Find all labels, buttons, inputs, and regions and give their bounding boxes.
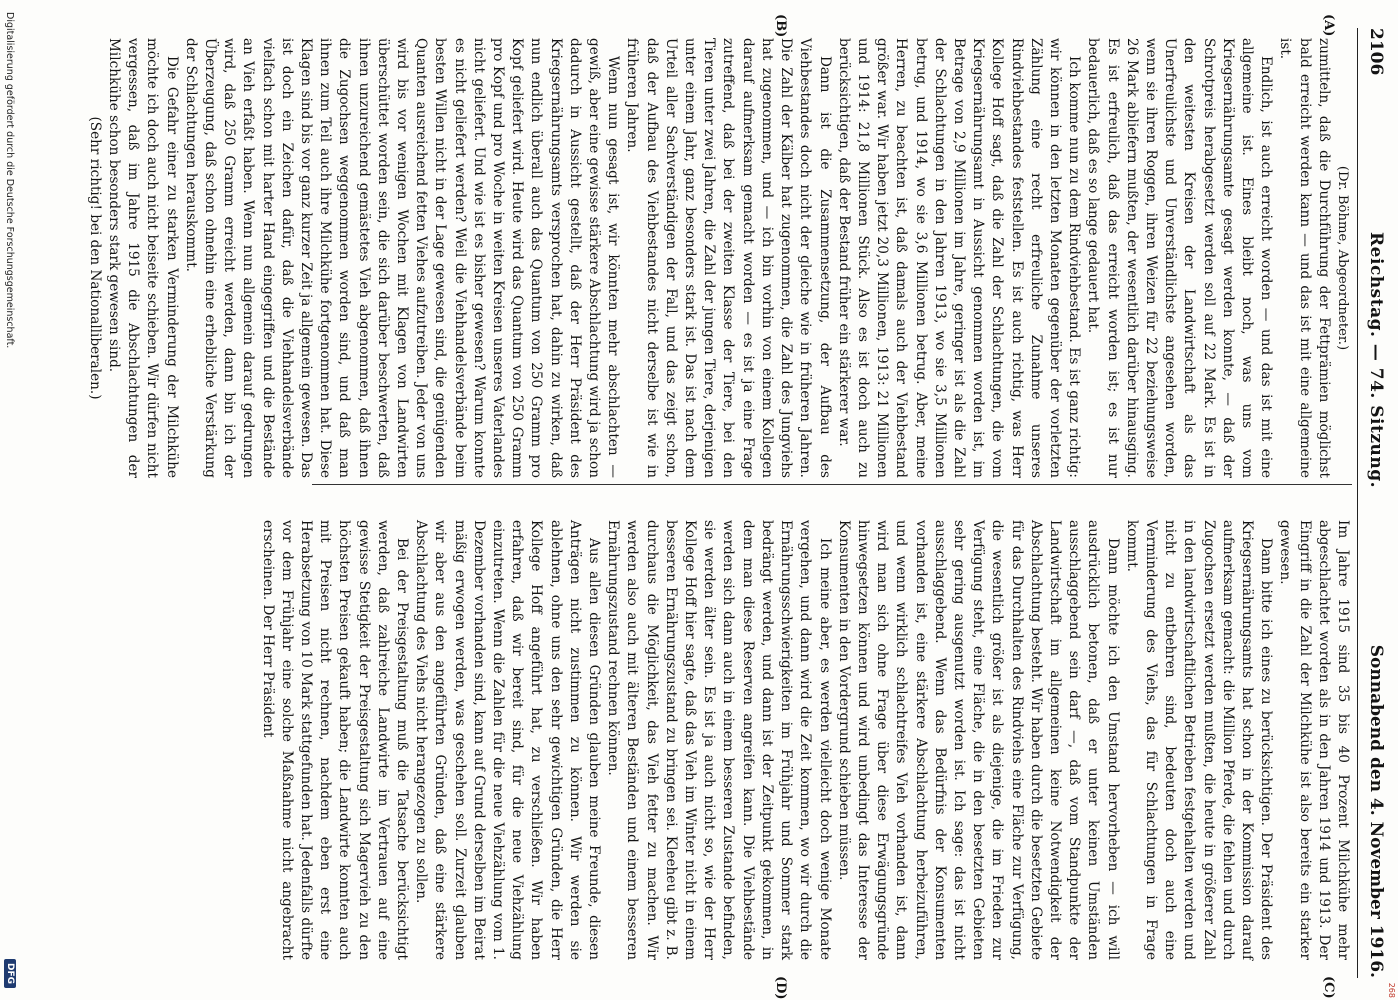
left-paragraph-3: Ich komme nun zu dem Rindviehbestand. Es ist ganz richtig: wir können in den letzten Monaten gegenüber der vorletzten Zählung eine recht erfreuliche Zunahme unseres Rindviehbestandes feststellen. Es ist auch richtig, was Herr Kollege Hoff sagt, daß die Zahl der Schlachtungen, die vom Kriegsernährungsamt in Aussicht genommen worden ist, im Betrage von 2,9 Millionen im Jahre, geringer ist als die Zahl der Schlachtungen in den Jahren 1913, wo sie 3,5 Millionen betrug, und 1914, wo sie 3,6 Millionen betrug. Aber, meine Herren, zu beachten ist, daß damals auch der Viehbestand größer war. Wir haben jetzt 20,3 Millionen, 1913: 21 Millionen und 1914: 21,8 Millionen Stück. Also es ist doch auch zu berücksichtigen, daß der Bestand früher ein stärkerer war. <box>835 38 1083 478</box>
left-paragraph-5: Wenn nun gesagt ist, wir könnten mehr abschlachten — gewiß, aber eine gewisse stärkere Abschlachtung wird ja schon dadurch in Aussicht gestellt, daß der Herr Präsident des Kriegsernährungsamts versprochen hat, dahin zu wirken, daß nun endlich überall auch das Quantum von 250 Gramm pro Kopf geliefert wird. Heute wird das Quantum von 250 Gramm pro Kopf und pro Woche in weiten Kreisen unseres Vaterlandes nicht geliefert. Und wie ist es bisher gewesen? Warum konnte es nicht geliefert werden? Weil die Viehhandelsverbände beim besten Willen nicht in der Lage gewesen sind, die genügenden Quanten ausreichend fetten Viehes aufzutreiben. Jeder von uns wird bis vor wenigen Wochen mit Klagen von Landwirten überschüttet worden sein, die sich darüber beschwerten, daß ihnen unzureichend gemästetes Vieh abgenommen, daß ihnen die Zugochsen weggenommen worden sind, und daß man ihnen zum Teil auch ihre Milchkühe fortgenommen hat. Diese Klagen sind bis vor ganz kurzer Zeit ja allgemein gewesen. Das ist doch ein Zeichen dafür, daß die Viehhandelsverbände vielfach schon mit harter Hand eingegriffen und die Bestände an Vieh erfaßt haben. Wenn nun allgemein darauf gedrungen wird, daß 250 Gramm erreicht werden, dann bin ich der Überzeugung, daß schon ohnehin eine erhebliche Verstärkung der Schlachtungen herauskommt. <box>182 38 622 478</box>
header-title: Reichstag. — 74. Sitzung. <box>1366 232 1386 489</box>
dfg-logo: DFG <box>4 959 16 988</box>
margin-marker-a: (A) <box>1321 14 1336 37</box>
corner-page-number: 268 <box>1387 982 1396 998</box>
left-paragraph-4: Dann ist die Zusammensetzung, der Aufbau des Viehbestandes doch nicht der gleiche wie in früheren Jahren. Die Zahl der Kälber hat zugenommen, die Zahl des Jungviehs hat zugenommen, und — ich bin vorhin von einem Kollegen darauf aufmerksam gemacht worden — es ist ja eine Frage zutreffend, daß bei der zweiten Klasse der Tiere, bei den Tieren unter zwei Jahren, die Zahl der jungen Tiere, derjenigen unter einem Jahr, ganz besonders stark ist. Das ist nach dem Urteil aller Sachverständigen der Fall, und das zeigt schon, daß der Aufbau des Viehbestandes nicht derselbe ist wie in früheren Jahren. <box>624 38 833 478</box>
right-paragraph-4: Ich meine aber, es werden vielleicht doch wenige Monate vergehen, und dann wird die Zeit kommen, wo wir durch die Ernährungsschwierigkeiten im Frühjahr und Sommer stark bedrängt werden, und dann ist der Zeitpunkt gekommen, in dem man diese Reserven angreifen kann. Die Viehbestände werden sich dann auch in einem besseren Zustande befinden, sie werden älter sein. Es ist ja auch nicht so, wie der Herr Kollege Hoff hier sagte, daß das Vieh im Winter nicht in einem besseren Ernährungszustand zu bringen sei. Kleeheu gibt z. B. durchaus die Möglichkeit, das Vieh fetter zu machen. Wir werden also auch mit älteren Beständen und einem besseren Ernährungszustand rechnen können. <box>605 520 833 960</box>
left-paragraph-6: Die Gefahr einer zu starken Verminderung der Milchkühe möchte ich doch auch nicht beiseite schieben. Wir dürfen nicht vergessen, daß im Jahre 1915 die Abschlachtungen der Milchkühe schon besonders stark gewesen sind. <box>106 38 180 478</box>
interjection: (Sehr richtig! bei den Nationalliberalen.) <box>86 116 103 400</box>
right-paragraph-5: Aus allen diesen Gründen glauben meine Freunde, diesen Anträgen nicht zustimmen zu können. Wir werden sie ablehnen, ohne uns den sehr gewichtigen Gründen, die Herr Kollege Hoff angeführt hat, zu verschließen. Wir haben erfahren, daß wir bereit sind, für die neue Viehzählung einzutreten. Wenn die Zahlen für die neue Viehzählung vom 1. Dezember vorhanden sind, kann auf Grund derselben im Beirat mäßig erwogen werden, was geschehen soll. Zurzeit glauben wir aber aus den angeführten Gründen, daß eine stärkere Abschlachtung des Viehs nicht herangezogen zu sollen. <box>413 520 603 960</box>
column-divider <box>312 484 1352 485</box>
left-column <box>86 38 1352 478</box>
speaker-line: (Dr. Böhme, Abgeordneter.) <box>1335 165 1350 351</box>
right-paragraph-2: Dann bitte ich eines zu berücksichtigen. Der Präsident des Kriegsernährungsamts hat schon in der Kommission darauf aufmerksam gemacht: die Million Pferde, die fehlen und durch Zugochsen ersetzt werden mußten, die heute in größerer Zahl in den landwirtschaftlichen Betrieben festgehalten werden und nicht zu entbehren sind, bedeuten doch auch eine Verminderung des Viehs, das für Schlachtungen in Frage kommt. <box>1123 520 1275 960</box>
right-paragraph-6: Bei der Preisgestaltung muß die Tatsache berücksichtigt werden, daß zahlreiche Landwirte im Vertrauen auf eine gewisse Stetigkeit der Preisgestaltung sich Magervieh zu den höchsten Preisen gekauft haben; die Landwirte konnten auch mit Preisen nicht rechnen, nachdem eben erst eine Herabsetzung von 10 Mark stattgefunden hat. Jedenfalls dürfte vor dem Frühjahr eine solche Maßnahme nicht angebracht erscheinen. Der Herr Präsident <box>259 520 411 960</box>
page-header <box>1360 28 1386 978</box>
margin-marker-b: (B) <box>773 14 788 38</box>
right-paragraph-3: Dann möchte ich den Umstand hervorheben — ich will ausdrücklich betonen, daß er unter keinen Umständen ausschlaggebend sein darf —, daß vom Standpunkte der Landwirtschaft im allgemeinen keine Notwendigkeit der Abschlachtung besteht. Wir haben durch die besetzten Gebiete für das Durchhalten des Rindviehs eine Fläche zur Verfügung, die wesentlich größer ist als diejenige, die im Frieden zur Verfügung steht, eine Fläche, die in den besetzten Gebieten sehr gering ausgenutzt worden ist. Ich sage: das ist nicht ausschlaggebend. Wenn das Bedürfnis der Konsumenten vorhanden ist, eine stärkere Abschlachtung herbeizuführen, und wenn wirklich schlachtreifes Vieh vorhanden ist, dann wird man sich ohne Frage über diese Erwägungsgründe hinwegsetzen können und wird unbedingt das Interesse der Konsumenten in den Vordergrund schieben müssen. <box>835 520 1121 960</box>
margin-marker-d: (D) <box>773 976 788 1000</box>
right-paragraph-1: Im Jahre 1915 sind 35 bis 40 Prozent Milchkühe mehr abgeschlachtet worden als in den Jahren 1914 und 1913. Der Eingriff in die Zahl der Milchkühe ist also bereits ein starker gewesen. <box>1277 520 1351 960</box>
header-rule <box>1357 28 1358 978</box>
right-column <box>192 520 1352 960</box>
header-date: Sonnabend den 4. November 1916. <box>1366 644 1386 978</box>
page-footer <box>4 0 16 1000</box>
margin-marker-c: (C) <box>1321 976 1336 999</box>
header-page-number: 2106 <box>1366 28 1386 76</box>
left-paragraph-1: zumitteln, daß die Durchführung der Fettprämien möglichst bald erreicht werden kann — und das ist mit eine allgemeine ist. <box>1277 38 1332 478</box>
footer-credit: Digitalisierung gefördert durch die Deutsche Forschungsgemeinschaft. <box>4 12 16 349</box>
left-paragraph-2: Endlich, ist auch erreicht worden — und das ist mit eine allgemeine ist. Eines bleibt noch, was uns vom Kriegsernährungsamte gesagt werden konnte, — daß der Schrotpreis herabgesetzt werden soll auf 22 Mark. Es ist in den weitesten Kreisen der Landwirtschaft als das Unerfreulichste und Unverständlichste angesehen worden, wenn sie ihren Roggen, ihren Weizen für 22 beziehungsweise 26 Mark abliefern mußten, der wesentlich darüber hinausging. Es ist erfreulich, daß das erreicht worden ist; es ist nur bedauerlich, daß es so lange gedauert hat. <box>1085 38 1275 478</box>
